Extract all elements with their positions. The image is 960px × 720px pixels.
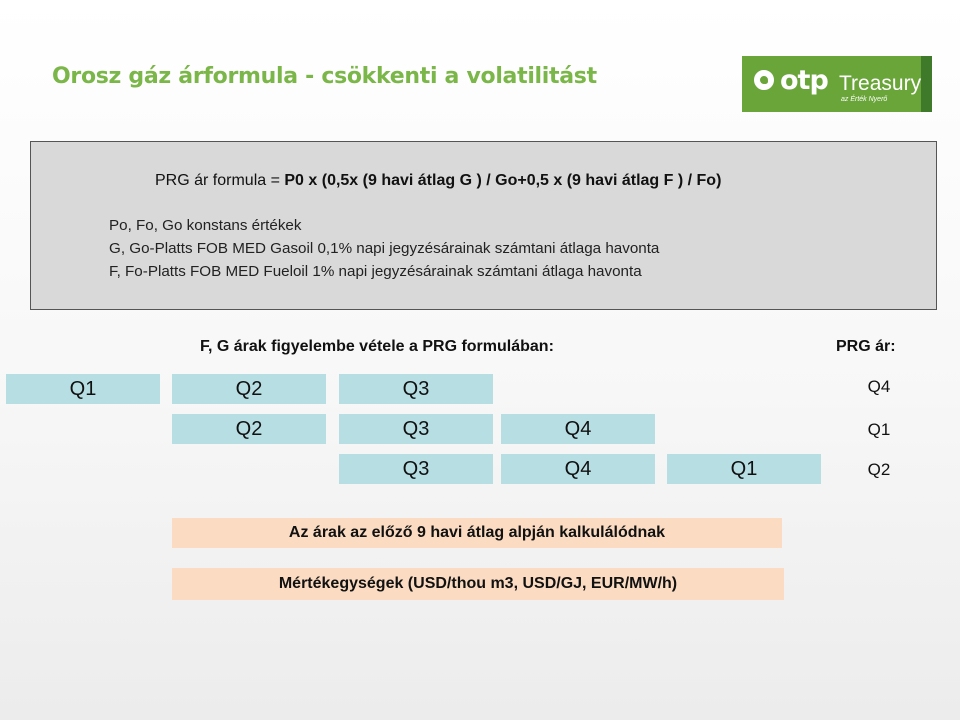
description-gasoil: G, Go-Platts FOB MED Gasoil 0,1% napi jegyzésárainak számtani átlaga havonta bbox=[109, 240, 660, 257]
logo-product: Treasury bbox=[839, 72, 922, 95]
prg-quarter: Q4 bbox=[867, 377, 891, 396]
quarter-box: Q1 bbox=[6, 374, 160, 404]
table-heading: F, G árak figyelembe vétele a PRG formulában: bbox=[200, 338, 554, 355]
logo-tagline: az Érték Nyerő bbox=[841, 96, 888, 103]
formula-prefix: PRG ár formula = bbox=[155, 172, 285, 189]
quarter-box: Q2 bbox=[172, 374, 326, 404]
otp-ring-icon bbox=[754, 70, 774, 90]
quarter-box: Q3 bbox=[339, 454, 493, 484]
description-constants: Po, Fo, Go konstans értékek bbox=[109, 217, 302, 234]
prg-quarter: Q1 bbox=[867, 420, 891, 439]
quarter-box: Q3 bbox=[339, 414, 493, 444]
prg-quarter: Q2 bbox=[867, 460, 891, 479]
quarter-box: Q1 bbox=[667, 454, 821, 484]
prg-heading: PRG ár: bbox=[836, 338, 896, 355]
quarter-box: Q3 bbox=[339, 374, 493, 404]
page-title: Orosz gáz árformula - csökkenti a volatilitást bbox=[52, 64, 597, 89]
quarter-box: Q4 bbox=[501, 454, 655, 484]
logo-accent-bar bbox=[921, 56, 932, 112]
note-averaging: Az árak az előző 9 havi átlag alpján kalkulálódnak bbox=[172, 518, 782, 548]
logo-brand: otp bbox=[780, 65, 828, 96]
note-units: Mértékegységek (USD/thou m3, USD/GJ, EUR/MW/h) bbox=[172, 568, 784, 600]
otp-treasury-logo bbox=[742, 56, 932, 112]
formula-panel bbox=[30, 141, 937, 310]
quarter-box: Q4 bbox=[501, 414, 655, 444]
formula-expression: P0 x (0,5x (9 havi átlag G ) / Go+0,5 x (9 havi átlag F ) / Fo) bbox=[284, 172, 722, 189]
formula-line bbox=[155, 172, 721, 190]
description-fueloil: F, Fo-Platts FOB MED Fueloil 1% napi jegyzésárainak számtani átlaga havonta bbox=[109, 263, 642, 280]
quarter-box: Q2 bbox=[172, 414, 326, 444]
